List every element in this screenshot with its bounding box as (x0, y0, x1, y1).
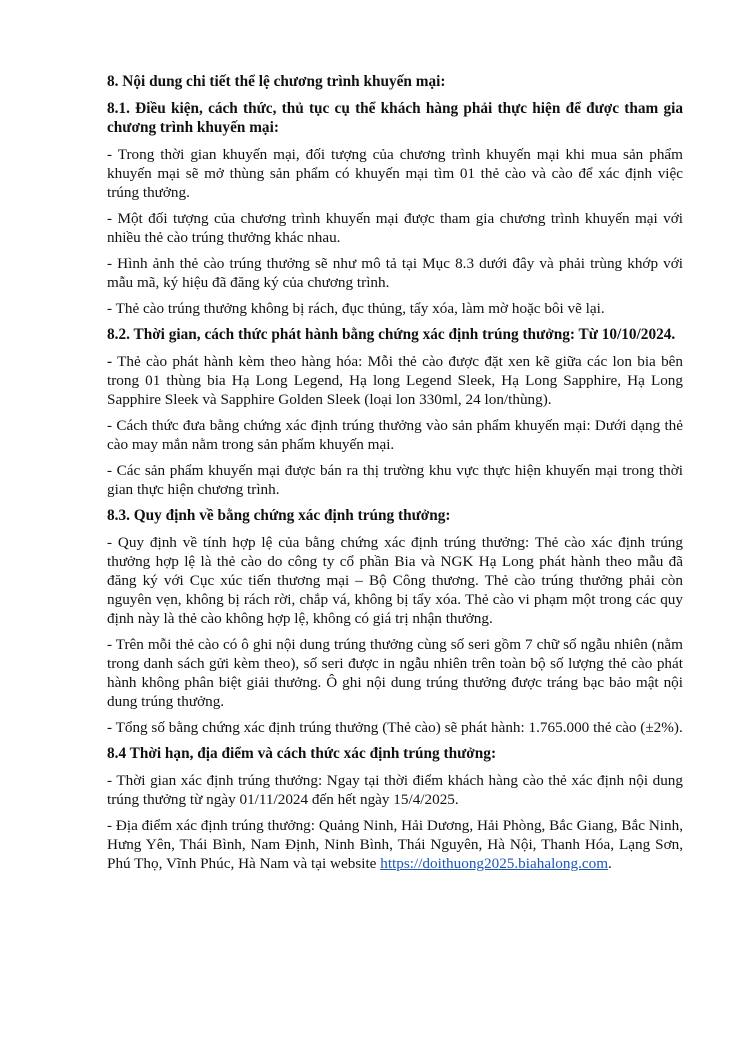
section-8-title: 8. Nội dung chi tiết thể lệ chương trình khuyến mại: (107, 73, 446, 90)
section-8-2-paragraph-2: - Cách thức đưa bằng chứng xác định trúng thưởng vào sản phẩm khuyến mại: Dưới dạng thẻ cào may mắn nằm trong sản phẩm khuyến mại. (107, 417, 683, 453)
section-8-1-paragraph-4: - Thẻ cào trúng thưởng không bị rách, đục thủng, tẩy xóa, làm mờ hoặc bôi vẽ lại. (107, 300, 605, 317)
website-link[interactable]: https://doithuong2025.biahalong.com (380, 855, 609, 872)
section-8-4-paragraph-2 (107, 816, 683, 873)
section-8-4-title: 8.4 Thời hạn, địa điểm và cách thức xác định trúng thưởng: (107, 745, 497, 762)
section-8-1-title: 8.1. Điều kiện, cách thức, thủ tục cụ thể khách hàng phải thực hiện để được tham gia chương trình khuyến mại: (107, 100, 683, 136)
section-8-4-paragraph-2-text: - Địa điểm xác định trúng thưởng: Quảng Ninh, Hải Dương, Hải Phòng, Bắc Giang, Bắc Ninh, Hưng Yên, Thái Bình, Nam Định, Ninh Bình, Thái Nguyên, Hà Nội, Thanh Hóa, Lạng Sơn, Phú Thọ, Vĩnh Phúc, Hà Nam và tại website (107, 817, 683, 872)
section-8-2-title: 8.2. Thời gian, cách thức phát hành bằng chứng xác định trúng thưởng: Từ 10/10/2024. (107, 326, 676, 343)
section-8-3-paragraph-3: - Tổng số bằng chứng xác định trúng thưởng (Thẻ cào) sẽ phát hành: 1.765.000 thẻ cào (±2%). (107, 719, 683, 736)
section-8-2-paragraph-1-text: Thẻ cào phát hành kèm theo hàng hóa: Mỗi thẻ cào được đặt xen kẽ giữa các lon bia bên trong 01 thùng bia Hạ Long Legend, Hạ long Legend Sleek, Hạ Long Sapphire, Hạ Long Sapphire Sleek và Sapphire Golden Sleek (loại lon 330ml, 24 lon/thùng). (107, 353, 683, 408)
paragraph-end: . (608, 855, 612, 872)
section-8-1-paragraph-3: - Hình ảnh thẻ cào trúng thưởng sẽ như mô tả tại Mục 8.3 dưới đây và phải trùng khớp với mẫu mã, ký hiệu đã đăng ký của chương trình. (107, 255, 683, 291)
section-8-3-paragraph-1: - Quy định về tính hợp lệ của bằng chứng xác định trúng thưởng: Thẻ cào xác định trúng thưởng hợp lệ là thẻ cào do công ty cổ phần Bia và NGK Hạ Long phát hành theo mẫu đã đăng ký với Cục xúc tiến thương mại – Bộ Công thương. Thẻ cào trúng thưởng phải còn nguyên vẹn, không bị rách rời, chắp vá, không bị tẩy xóa. Thẻ cào vi phạm một trong các quy định này là thẻ cào không hợp lệ, không có giá trị nhận thưởng. (107, 534, 683, 627)
section-8-1-paragraph-1: - Trong thời gian khuyến mại, đối tượng của chương trình khuyến mại khi mua sản phẩm khuyến mại sẽ mở thùng sản phẩm có khuyến mại tìm 01 thẻ cào và cào để xác định việc trúng thưởng. (107, 146, 683, 201)
section-8-2-paragraph-1 (107, 352, 683, 409)
section-8-4-paragraph-1: - Thời gian xác định trúng thưởng: Ngay tại thời điểm khách hàng cào thẻ xác định nội dung trúng thưởng từ ngày 01/11/2024 đến hết ngày 15/4/2025. (107, 772, 683, 808)
section-8-3-paragraph-2: - Trên mỗi thẻ cào có ô ghi nội dung trúng thưởng cùng số seri gồm 7 chữ số ngẫu nhiên (nằm trong danh sách gửi kèm theo), số seri được in ngẫu nhiên trên toàn bộ số lượng thẻ cào phát hành không phân biệt giải thưởng. Ô ghi nội dung trúng thưởng được tráng bạc bảo mật nội dung trúng thưởng. (107, 636, 683, 710)
section-8-3-title: 8.3. Quy định về bằng chứng xác định trúng thưởng: (107, 507, 451, 524)
section-8-1-paragraph-2: - Một đối tượng của chương trình khuyến mại được tham gia chương trình khuyến mại với nhiều thẻ cào trúng thưởng khác nhau. (107, 210, 683, 246)
bold-dash: - (107, 353, 113, 370)
section-8-2-paragraph-3: - Các sản phẩm khuyến mại được bán ra thị trường khu vực thực hiện khuyến mại trong thời gian thực hiện chương trình. (107, 462, 683, 498)
